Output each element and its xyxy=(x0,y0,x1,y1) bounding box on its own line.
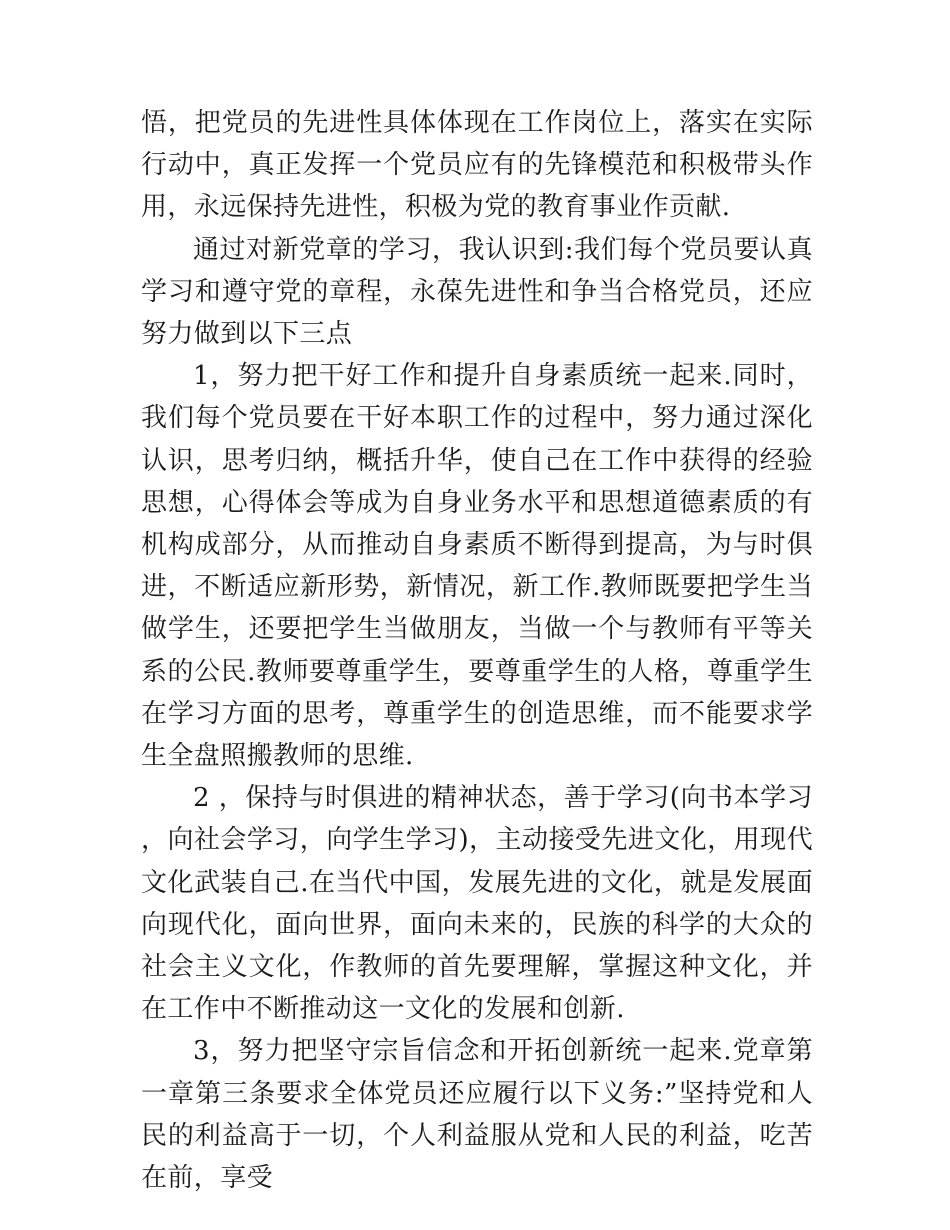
paragraph: 悟，把党员的先进性具体体现在工作岗位上，落实在实际行动中，真正发挥一个党员应有的先锋模范和积极带头作用，永远保持先进性，积极为党的教育事业作贡献. xyxy=(141,108,813,223)
document-body xyxy=(141,102,813,1199)
paragraph: 3，努力把坚守宗旨信念和开拓创新统一起来.党章第一章第三条要求全体党员还应履行以下义务:”坚持党和人民的利益高于一切，个人利益服从党和人民的利益，吃苦在前，享受 xyxy=(141,1036,813,1194)
paragraph: 2 ，保持与时俱进的精神状态，善于学习(向书本学习，向社会学习，向学生学习)，主动接受先进文化，用现代文化武装自己.在当代中国，发展先进的文化，就是发展面向现代化，面向世界，面向未来的，民族的科学的大众的社会主义文化，作教师的首先要理解，掌握这种文化，并在工作中不断推动这一文化的发展和创新. xyxy=(141,783,813,1025)
paragraph: 通过对新党章的学习，我认识到:我们每个党员要认真学习和遵守党的章程，永葆先进性和争当合格党员，还应努力做到以下三点 xyxy=(141,234,813,350)
paragraph: 1，努力把干好工作和提升自身素质统一起来.同时，我们每个党员要在干好本职工作的过程中，努力通过深化认识，思考归纳，概括升华，使自己在工作中获得的经验思想，心得体会等成为自身业务水平和思想道德素质的有机构成部分，从而推动自身素质不断得到提高，为与时俱进，不断适应新形势，新情况，新工作.教师既要把学生当做学生，还要把学生当做朋友，当做一个与教师有平等关系的公民.教师要尊重学生，要尊重学生的人格，尊重学生在学习方面的思考，尊重学生的创造思维，而不能要求学生全盘照搬教师的思维. xyxy=(141,361,813,772)
